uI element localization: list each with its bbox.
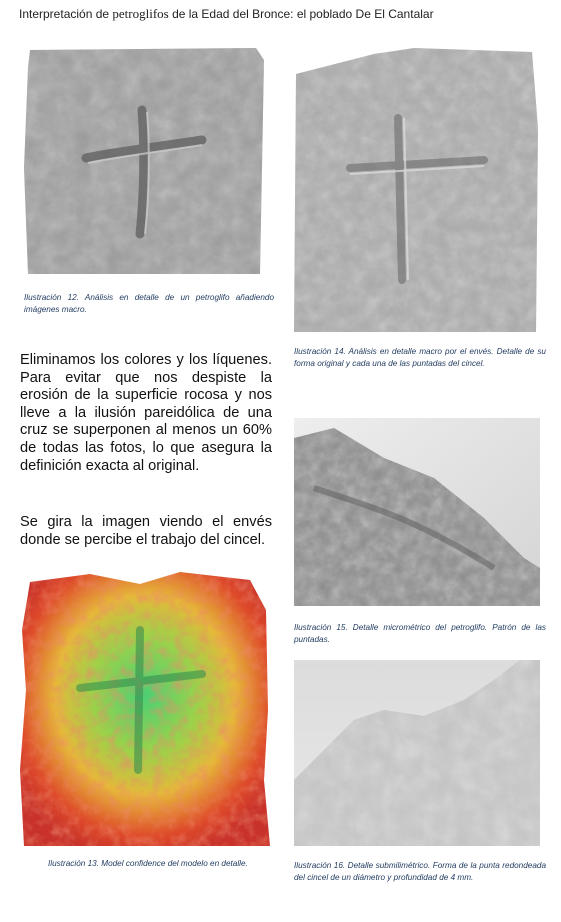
figure-12-caption: Ilustración 12. Análisis en detalle de un petroglifo añadiendo imágenes macro. xyxy=(24,293,274,314)
figure-12-image xyxy=(24,48,266,276)
body-paragraph-1: Eliminamos los colores y los líquenes. Para evitar que nos despiste la erosión de la superficie rocosa y nos lleve a la ilusión pareidólica de una cruz se superponen al menos un 60% de todas las fotos, lo que asegura la definición exacta al original. xyxy=(20,352,272,474)
figure-16-image xyxy=(294,660,540,846)
figure-15-image xyxy=(294,418,540,606)
figure-13-caption: Ilustración 13. Model confidence del modelo en detalle. xyxy=(48,859,248,868)
body-paragraph-2: Se gira la imagen viendo el envés donde se percibe el trabajo del cincel. xyxy=(20,514,272,548)
header-suffix: de la Edad del Bronce: el poblado De El Cantalar xyxy=(168,7,434,21)
figure-15-caption: Ilustración 15. Detalle micrométrico del petroglifo. Patrón de las puntadas. xyxy=(294,623,546,644)
figure-14-caption: Ilustración 14. Análisis en detalle macro por el envés. Detalle de su forma original y cada una de las puntadas del cincel. xyxy=(294,347,546,368)
figure-14-image xyxy=(294,48,538,332)
header-emphasis: petroglifos xyxy=(112,6,169,21)
header-prefix: Interpretación de xyxy=(19,7,113,21)
figure-16-caption: Ilustración 16. Detalle submilimétrico. Forma de la punta redondeada del cincel de un diámetro y profundidad de 4 mm. xyxy=(294,861,546,882)
figure-13-image xyxy=(20,570,270,848)
running-header xyxy=(19,6,434,22)
